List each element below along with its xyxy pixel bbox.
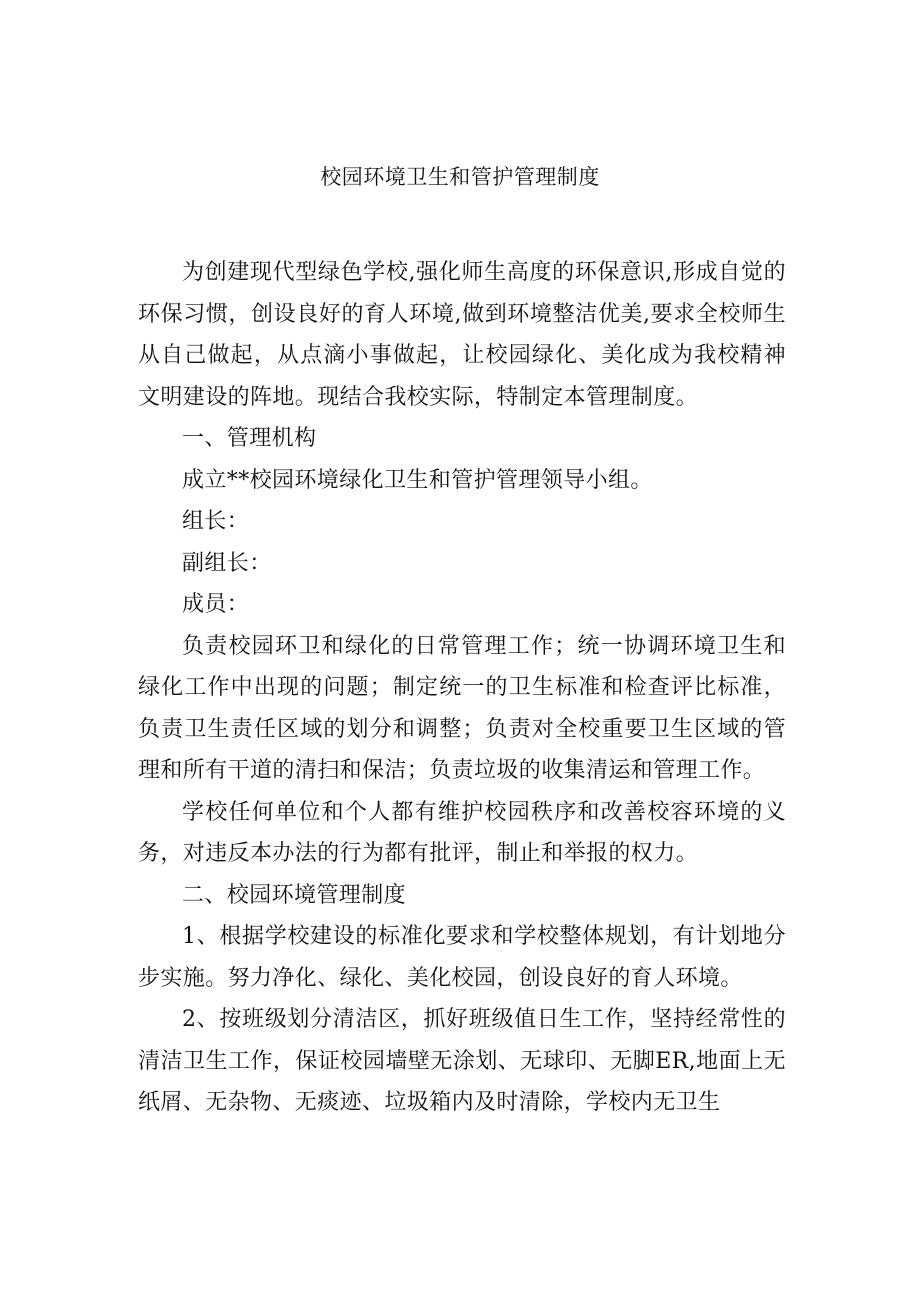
- document-title: 校园环境卫生和管护管理制度: [320, 165, 600, 189]
- rule-item-2: 2、按班级划分清洁区，抓好班级值日生工作，坚持经常性的清洁卫生工作，保证校园墙壁无涂划、无球印、无脚ER,地面上无纸屑、无杂物、无痰迹、垃圾箱内及时清除，学校内无卫生: [138, 1007, 786, 1115]
- section-heading-environment-rules: 二、校园环境管理制度: [182, 882, 407, 908]
- rule-item-1: 1、根据学校建设的标准化要求和学校整体规划，有计划地分步实施。努力净化、绿化、美化校园，创设良好的育人环境。: [138, 924, 786, 991]
- members-line: 成员：: [182, 592, 250, 617]
- deputy-leader-line: 副组长：: [182, 550, 272, 576]
- responsibilities-paragraph: 负责校园环卫和绿化的日常管理工作；统一协调环境卫生和绿化工作中出现的问题；制定统一的卫生标准和检查评比标准，负责卫生责任区域的划分和调整；负责对全校重要卫生区域的管理和所有干道的清扫和保洁；负责垃圾的收集清运和管理工作。: [138, 633, 786, 783]
- document-body: [138, 252, 786, 1124]
- group-leader-line: 组长：: [182, 509, 250, 534]
- section-heading-management-organization: 一、管理机构: [182, 426, 317, 451]
- obligation-paragraph: 学校任何单位和个人都有维护校园秩序和改善校容环境的义务，对违反本办法的行为都有批评，制止和举报的权力。: [138, 799, 786, 866]
- intro-paragraph: 为创建现代型绿色学校,强化师生高度的环保意识,形成自觉的环保习惯，创设良好的育人环境,做到环境整洁优美,要求全校师生从自己做起，从点滴小事做起，让校园绿化、美化成为我校精神文明建设的阵地。现结合我校实际，特制定本管理制度。: [138, 260, 786, 410]
- leadership-group-paragraph: 成立**校园环境绿化卫生和管护管理领导小组。: [182, 467, 653, 493]
